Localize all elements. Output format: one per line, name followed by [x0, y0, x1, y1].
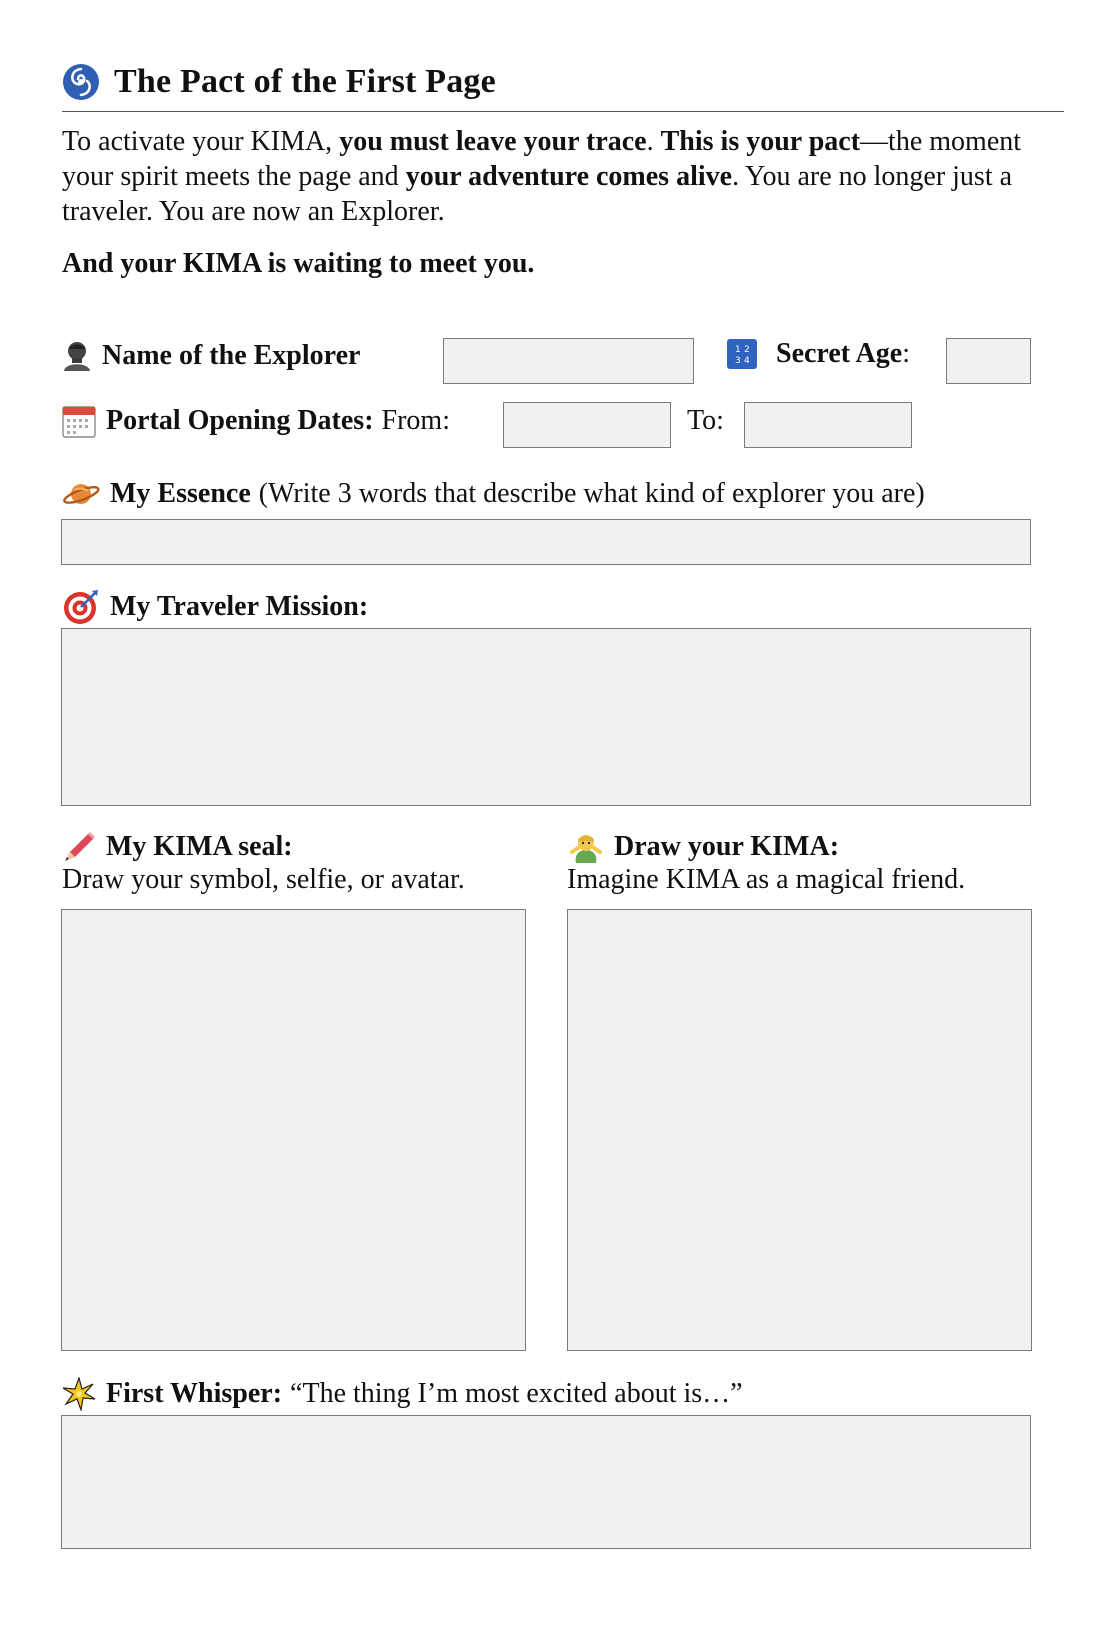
pencil-icon: [62, 830, 96, 864]
age-label: Secret Age: [776, 338, 903, 369]
intro-bold: This is your pact: [660, 126, 861, 157]
intro-text: —the moment your spirit meets the page and: [62, 126, 1022, 192]
dates-label: Portal Opening Dates:: [106, 405, 374, 436]
essence-field[interactable]: [61, 519, 1031, 565]
essence-label-row: [62, 474, 925, 514]
seal-hint: Draw your symbol, selfie, or avatar.: [62, 864, 465, 895]
explorer-icon: [62, 340, 92, 372]
essence-label: My Essence: [110, 478, 251, 509]
age-colon: :: [902, 338, 910, 369]
whisper-label-row: [62, 1374, 743, 1414]
title-row: [62, 58, 496, 106]
name-label-row: [62, 336, 360, 376]
dates-label-row: [62, 401, 450, 441]
svg-text:3: 3: [735, 356, 741, 366]
mission-field[interactable]: [61, 628, 1031, 806]
age-label-row: [726, 334, 910, 374]
portal-to-field[interactable]: [744, 402, 912, 448]
intro-text: To activate your KIMA,: [62, 126, 340, 157]
svg-text:1: 1: [735, 345, 741, 355]
intro-text: . You are no longer just a traveler. You are now an Explorer.: [62, 161, 1013, 227]
callout: And your KIMA is waiting to meet you.: [62, 248, 535, 279]
target-icon: [62, 588, 100, 626]
draw-kima-area[interactable]: [567, 909, 1032, 1351]
portal-from-field[interactable]: [503, 402, 671, 448]
page-title: The Pact of the First Page: [114, 63, 496, 100]
draw-label: Draw your KIMA:: [614, 831, 840, 862]
whisper-hint: “The thing I’m most excited about is…”: [290, 1378, 743, 1409]
explorer-name-field[interactable]: [443, 338, 694, 384]
secret-age-field[interactable]: [946, 338, 1031, 384]
numbers-icon: [726, 338, 758, 370]
seal-label-row: [62, 827, 293, 867]
intro-paragraph: [62, 124, 1072, 229]
to-label: To:: [687, 405, 724, 436]
kima-seal-drawing-area[interactable]: [61, 909, 526, 1351]
svg-text:2: 2: [744, 345, 750, 355]
planet-icon: [62, 480, 100, 508]
mission-label-row: [62, 587, 368, 627]
intro-text: .: [646, 126, 661, 157]
from-label: From:: [381, 405, 450, 436]
mission-label: My Traveler Mission:: [110, 591, 369, 622]
name-label: Name of the Explorer: [102, 340, 361, 371]
svg-text:4: 4: [744, 356, 750, 366]
title-divider: [62, 111, 1064, 112]
sparkle-icon: [62, 1377, 96, 1411]
calendar-icon: [62, 404, 96, 438]
intro-bold: your adventure comes alive: [405, 161, 733, 192]
to-label-row: [687, 401, 724, 441]
seal-label: My KIMA seal:: [106, 831, 293, 862]
draw-hint: Imagine KIMA as a magical friend.: [567, 864, 966, 895]
cyclone-icon: [62, 63, 100, 101]
first-whisper-field[interactable]: [61, 1415, 1031, 1549]
genie-icon: [568, 830, 604, 864]
draw-label-row: [568, 827, 839, 867]
essence-hint: (Write 3 words that describe what kind of explorer you are): [258, 478, 925, 509]
intro-bold: you must leave your trace: [339, 126, 647, 157]
whisper-label: First Whisper:: [106, 1378, 283, 1409]
